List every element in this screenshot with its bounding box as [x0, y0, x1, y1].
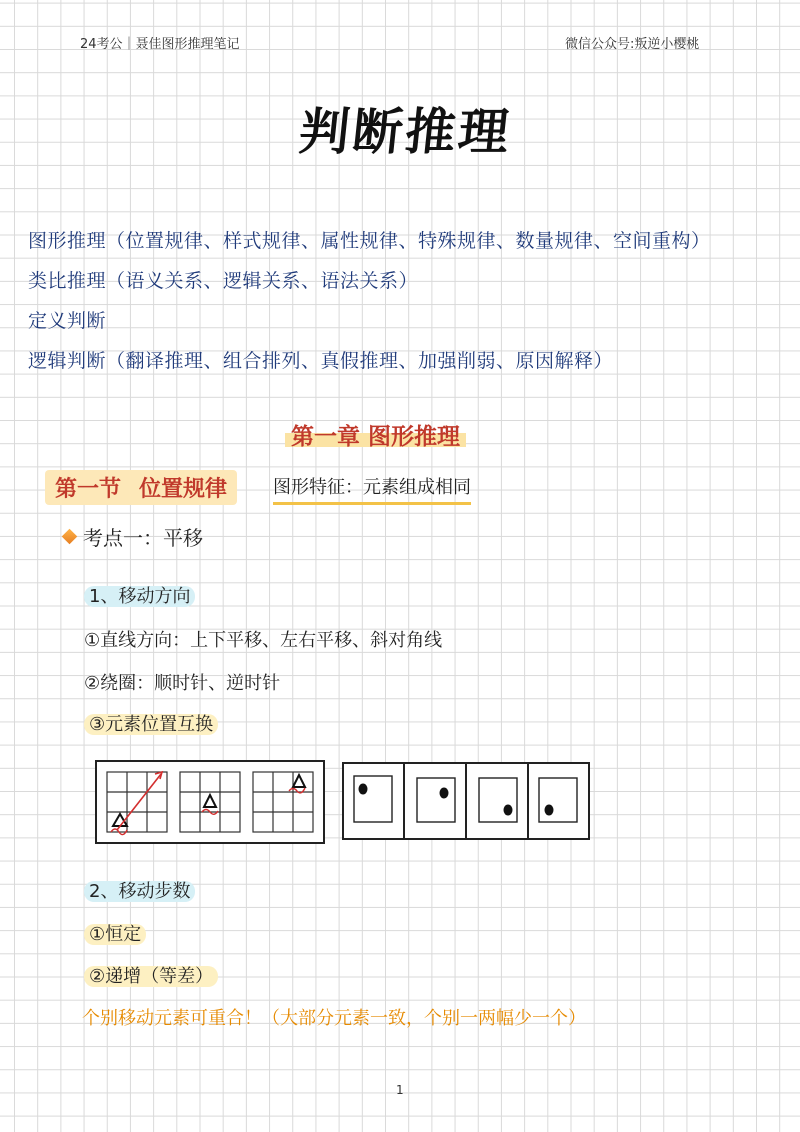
chapter-heading: 第一章 图形推理 [285, 418, 466, 451]
section-number: 第一节 [55, 477, 122, 502]
section-heading [45, 470, 237, 505]
moving-direction-heading [84, 582, 195, 608]
section-name: 位置规律 [139, 477, 228, 502]
panel-2-dot [440, 788, 449, 799]
grid-translation-figure [95, 760, 325, 844]
moving-direction-item-1: ①直线方向：上下平移、左右平移、斜对角线 [84, 630, 443, 651]
overview-line-analogy: 类比推理（语义关系、逻辑关系、语法关系） [28, 270, 419, 292]
page-title: 判断推理 [296, 102, 515, 161]
overlap-note: 个别移动元素可重合！（大部分元素一致，个别一两幅少一个） [82, 1008, 586, 1029]
header-right-text: 微信公众号:叛逆小樱桃 [565, 37, 700, 52]
moving-direction-item-3-text: ③元素位置互换 [84, 714, 218, 735]
moving-direction-item-2: ②绕圈：顺时针、逆时针 [84, 673, 281, 694]
overview-line-logic: 逻辑判断（翻译推理、组合排列、真假推理、加强削弱、原因解释） [28, 350, 614, 372]
section-feature: 图形特征：元素组成相同 [273, 473, 471, 505]
moving-steps-item-2-text: ②递增（等差） [84, 966, 218, 987]
diamond-bullet-icon [62, 529, 78, 545]
overview-line-graphic-reasoning: 图形推理（位置规律、样式规律、属性规律、特殊规律、数量规律、空间重构） [28, 230, 711, 252]
moving-steps-item-2 [84, 962, 218, 988]
moving-direction-item-3 [84, 710, 218, 736]
overview-line-definition: 定义判断 [28, 310, 107, 332]
kaodian-text: 考点一：平移 [83, 526, 203, 550]
panel-1-dot [359, 784, 368, 795]
page-number: 1 [396, 1083, 404, 1097]
panel-3-dot [504, 805, 513, 816]
dot-position-figure [342, 762, 590, 840]
moving-steps-heading [84, 877, 195, 903]
figure-frame [96, 761, 324, 843]
panel-4-dot [545, 805, 554, 816]
moving-steps-item-1 [84, 920, 146, 946]
header-left-text: 24考公｜聂佳图形推理笔记 [80, 37, 240, 52]
moving-steps-item-1-text: ①恒定 [84, 924, 146, 945]
moving-direction-heading-text: 1、移动方向 [84, 586, 195, 607]
moving-steps-heading-text: 2、移动步数 [84, 881, 195, 902]
kaodian-heading [64, 522, 203, 551]
